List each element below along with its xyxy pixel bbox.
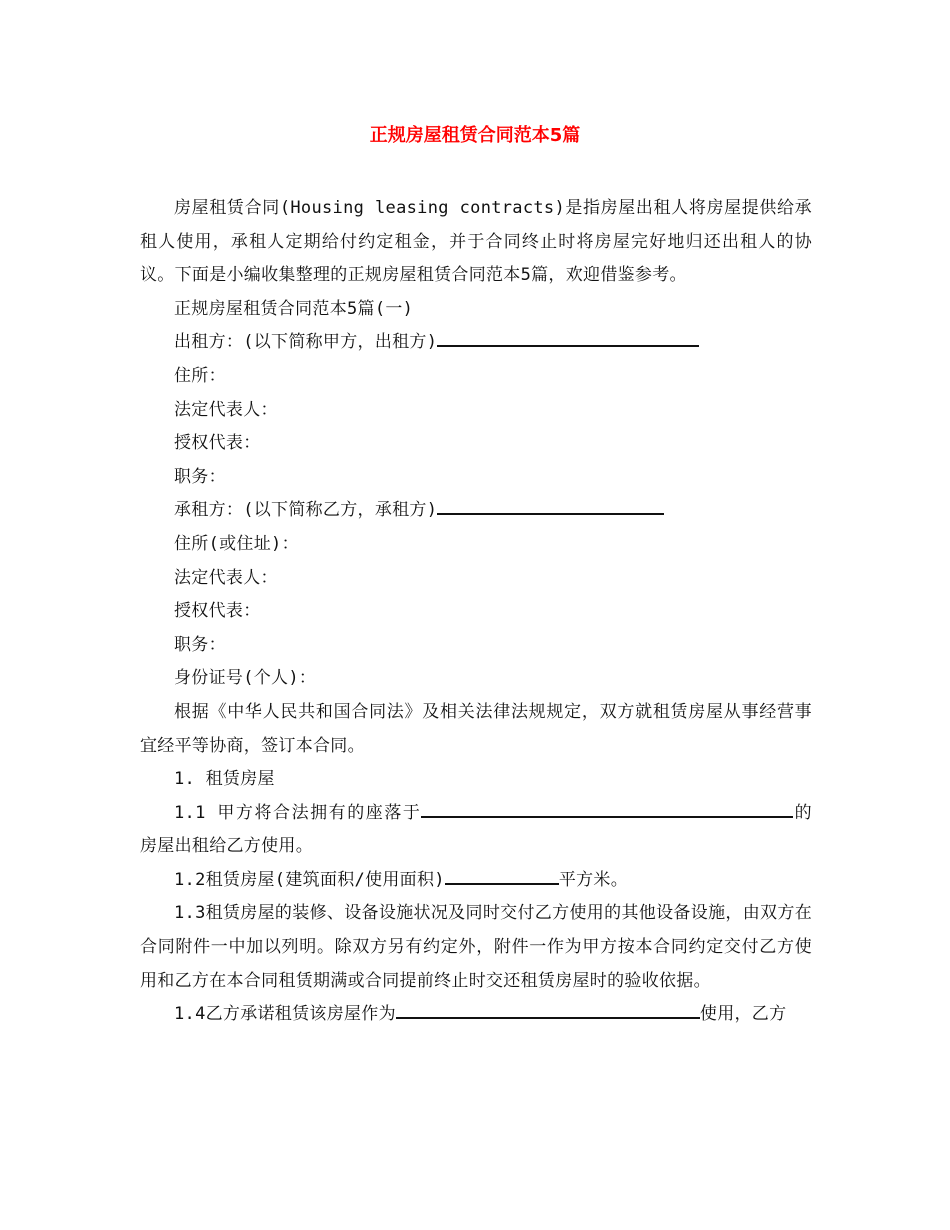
lessor-authorized-rep: 授权代表： <box>174 433 261 454</box>
lessor-blank <box>437 332 699 348</box>
clause-1-1 <box>140 797 812 864</box>
lessor-legal-rep: 法定代表人： <box>174 399 278 420</box>
preamble-paragraph: 根据《中华人民共和国合同法》及相关法律法规规定，双方就租赁房屋从事经营事宜经平等协商，签订本合同。 <box>140 701 812 756</box>
lessee-label: 承租方：(以下简称乙方，承租方) <box>174 500 438 521</box>
section-heading: 正规房屋租赁合同范本5篇(一) <box>174 298 414 319</box>
clause-1-4 <box>140 998 812 1032</box>
lessee-blank <box>437 500 664 516</box>
clause-1-1-text-after: 的房屋出租给乙方使用。 <box>140 802 812 857</box>
document-title: 正规房屋租赁合同范本5篇 <box>369 125 581 146</box>
lessee-legal-rep: 法定代表人： <box>174 567 278 588</box>
lessee-id-number: 身份证号(个人)： <box>174 668 317 689</box>
intro-paragraph: 房屋租赁合同(Housing leasing contracts)是指房屋出租人将房屋提供给承租人使用，承租人定期给付约定租金，并于合同终止时将房屋完好地归还出租人的协议。下面是小编收集整理的正规房屋租赁合同范本5篇，欢迎借鉴参考。 <box>140 198 812 286</box>
document-body <box>140 192 812 1032</box>
lessee-authorized-rep: 授权代表： <box>174 601 261 622</box>
lessor-line <box>140 326 812 360</box>
lessor-label: 出租方：(以下简称甲方，出租方) <box>174 332 438 353</box>
clause-1-heading: 1. 租赁房屋 <box>174 769 275 790</box>
clause-1-1-text-before: 1.1 甲方将合法拥有的座落于 <box>174 802 422 823</box>
clause-1-1-blank <box>421 802 793 818</box>
clause-1-4-blank <box>396 1004 700 1020</box>
lessee-line <box>140 494 812 528</box>
clause-1-2 <box>140 864 812 898</box>
clause-1-2-text-after: 平方米。 <box>558 869 629 890</box>
clause-1-2-blank <box>445 869 559 885</box>
clause-1-3: 1.3租赁房屋的装修、设备设施状况及同时交付乙方使用的其他设备设施，由双方在合同附件一中加以列明。除双方另有约定外，附件一作为甲方按本合同约定交付乙方使用和乙方在本合同租赁期满或合同提前终止时交还租赁房屋时的验收依据。 <box>140 903 812 991</box>
lessee-address: 住所(或住址)： <box>174 533 299 554</box>
lessor-position: 职务： <box>174 466 226 487</box>
clause-1-2-text-before: 1.2租赁房屋(建筑面积/使用面积) <box>174 869 445 890</box>
lessee-position: 职务： <box>174 634 226 655</box>
clause-1-4-text-after: 使用，乙方 <box>699 1004 787 1025</box>
lessor-address: 住所： <box>174 365 226 386</box>
clause-1-4-text-before: 1.4乙方承诺租赁该房屋作为 <box>174 1004 396 1025</box>
